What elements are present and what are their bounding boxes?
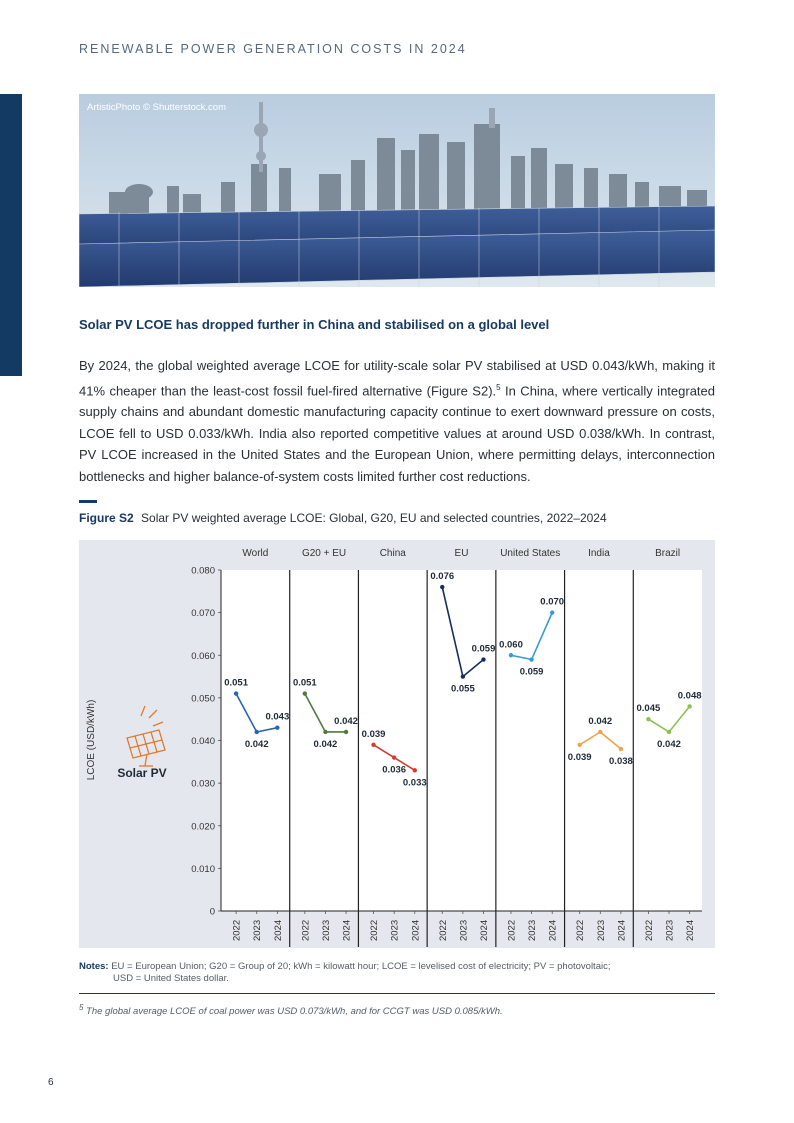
solar-panel-icon <box>127 706 165 766</box>
data-point <box>461 674 465 678</box>
figure-caption-text: Solar PV weighted average LCOE: Global, G20, EU and selected countries, 2022–2024 <box>141 511 607 525</box>
header-photo <box>79 94 715 287</box>
data-label: 0.060 <box>499 639 523 651</box>
data-point <box>598 730 602 734</box>
panel-title: EU <box>454 548 469 559</box>
lcoe-chart <box>79 540 715 948</box>
footnote <box>79 1003 503 1017</box>
body-text-part-2: In China, where vertically integrated supply chains and abundant domestic manufacturing capacity continue to exert downward pressure on costs, LCOE fell to USD 0.033/kWh. India also reported competitive values at around USD 0.038/kWh. In contrast, PV LCOE increased in the United States and the European Union, where permitting delays, interconnection bottlenecks and higher balance-of-system costs limited further cost reductions. <box>79 382 715 484</box>
chart-panel <box>79 540 715 948</box>
figure-rule <box>79 500 97 503</box>
x-tick-label: 2023 <box>664 919 676 941</box>
data-point <box>687 704 691 708</box>
panel-title: World <box>242 548 269 559</box>
data-point <box>667 730 671 734</box>
x-tick-label: 2023 <box>458 919 470 941</box>
figure-caption <box>79 511 607 525</box>
section-heading: Solar PV LCOE has dropped further in China and stabilised on a global level <box>79 317 550 332</box>
data-point <box>392 755 396 759</box>
y-tick-label: 0.070 <box>191 608 215 620</box>
y-tick-label: 0.050 <box>191 693 215 705</box>
y-tick-label: 0.080 <box>191 565 215 577</box>
data-label: 0.033 <box>402 777 427 789</box>
technology-label: Solar PV <box>117 766 167 780</box>
data-label: 0.038 <box>609 756 633 768</box>
figure-notes <box>79 961 715 985</box>
x-tick-label: 2022 <box>506 919 518 941</box>
footnote-ref[interactable]: 5 <box>496 382 501 392</box>
data-point <box>646 717 650 721</box>
data-point <box>481 657 485 661</box>
data-label: 0.042 <box>313 738 338 750</box>
x-tick-label: 2024 <box>272 919 284 941</box>
body-paragraph <box>79 355 715 487</box>
x-tick-label: 2022 <box>300 919 312 941</box>
data-point <box>234 691 238 695</box>
data-label: 0.048 <box>677 690 702 702</box>
data-label: 0.051 <box>292 677 317 689</box>
side-accent-bar <box>0 94 22 376</box>
x-tick-label: 2024 <box>547 919 559 941</box>
notes-rule <box>79 993 715 994</box>
data-label: 0.036 <box>382 764 407 776</box>
data-point <box>509 653 513 657</box>
x-tick-label: 2024 <box>616 919 628 941</box>
data-point <box>440 585 444 589</box>
x-tick-label: 2023 <box>320 919 332 941</box>
notes-text-1: EU = European Union; G20 = Group of 20; kWh = kilowatt hour; LCOE = levelised cost of electricity; PV = photovoltaic; <box>111 961 611 972</box>
figure-label: Figure S2 <box>79 511 134 525</box>
data-label: 0.042 <box>244 738 269 750</box>
x-tick-label: 2024 <box>685 919 697 941</box>
panel-title: United States <box>500 548 561 559</box>
data-point <box>255 730 259 734</box>
data-label: 0.042 <box>334 715 358 727</box>
x-tick-label: 2022 <box>575 919 587 941</box>
data-label: 0.042 <box>588 715 613 727</box>
data-point <box>371 743 375 747</box>
data-label: 0.045 <box>636 703 661 715</box>
x-tick-label: 2024 <box>478 919 490 941</box>
x-tick-label: 2023 <box>595 919 607 941</box>
x-tick-label: 2022 <box>437 919 449 941</box>
y-tick-label: 0.060 <box>191 650 215 662</box>
x-tick-label: 2023 <box>527 919 539 941</box>
running-head: RENEWABLE POWER GENERATION COSTS IN 2024 <box>79 42 467 56</box>
panel-title: G20 + EU <box>301 548 347 559</box>
page-number: 6 <box>48 1077 54 1088</box>
photo-credit: ArtisticPhoto © Shutterstock.com <box>87 102 226 113</box>
notes-line-1 <box>79 961 715 973</box>
footnote-number: 5 <box>79 1003 84 1012</box>
x-tick-label: 2024 <box>341 919 353 941</box>
x-tick-label: 2023 <box>389 919 401 941</box>
y-tick-label: 0 <box>209 906 215 918</box>
data-point <box>577 743 581 747</box>
y-tick-label: 0.040 <box>191 736 215 747</box>
data-point <box>413 768 417 772</box>
panel-title: India <box>588 548 610 559</box>
x-tick-label: 2024 <box>410 919 422 941</box>
y-axis-label: LCOE (USD/kWh) <box>86 699 97 781</box>
x-tick-label: 2023 <box>252 919 264 941</box>
notes-label: Notes: <box>79 961 109 972</box>
data-label: 0.059 <box>471 643 496 655</box>
data-point <box>275 726 279 730</box>
data-point <box>550 610 554 614</box>
data-point <box>529 657 533 661</box>
data-label: 0.070 <box>540 596 565 608</box>
data-point <box>323 730 327 734</box>
data-label: 0.039 <box>567 751 592 763</box>
body-text-part-1: By 2024, the global weighted average LCOE for utility-scale solar PV stabilised at USD 0.043/kWh, making it 41% cheaper than the least-cost fossil fuel-fired alternative (Figure S2). <box>79 358 715 398</box>
data-point <box>344 730 348 734</box>
notes-line-2: USD = United States dollar. <box>113 973 229 984</box>
panel-title: China <box>379 548 406 559</box>
footnote-text: The global average LCOE of coal power was USD 0.073/kWh, and for CCGT was USD 0.085/kWh. <box>86 1006 503 1018</box>
panel-title: Brazil <box>655 548 681 559</box>
y-tick-label: 0.030 <box>191 778 215 790</box>
data-label: 0.059 <box>519 666 544 678</box>
plot-area <box>221 570 702 911</box>
data-label: 0.055 <box>450 683 475 695</box>
data-label: 0.043 <box>265 711 290 723</box>
data-label: 0.076 <box>430 571 455 583</box>
y-tick-label: 0.020 <box>191 821 215 833</box>
x-tick-label: 2022 <box>369 919 381 941</box>
x-tick-label: 2022 <box>643 919 655 941</box>
data-label: 0.042 <box>657 738 681 750</box>
y-tick-label: 0.010 <box>191 863 215 875</box>
x-tick-label: 2022 <box>231 919 243 941</box>
data-point <box>619 747 623 751</box>
data-label: 0.039 <box>361 728 386 740</box>
data-label: 0.051 <box>224 677 249 689</box>
data-point <box>303 691 307 695</box>
